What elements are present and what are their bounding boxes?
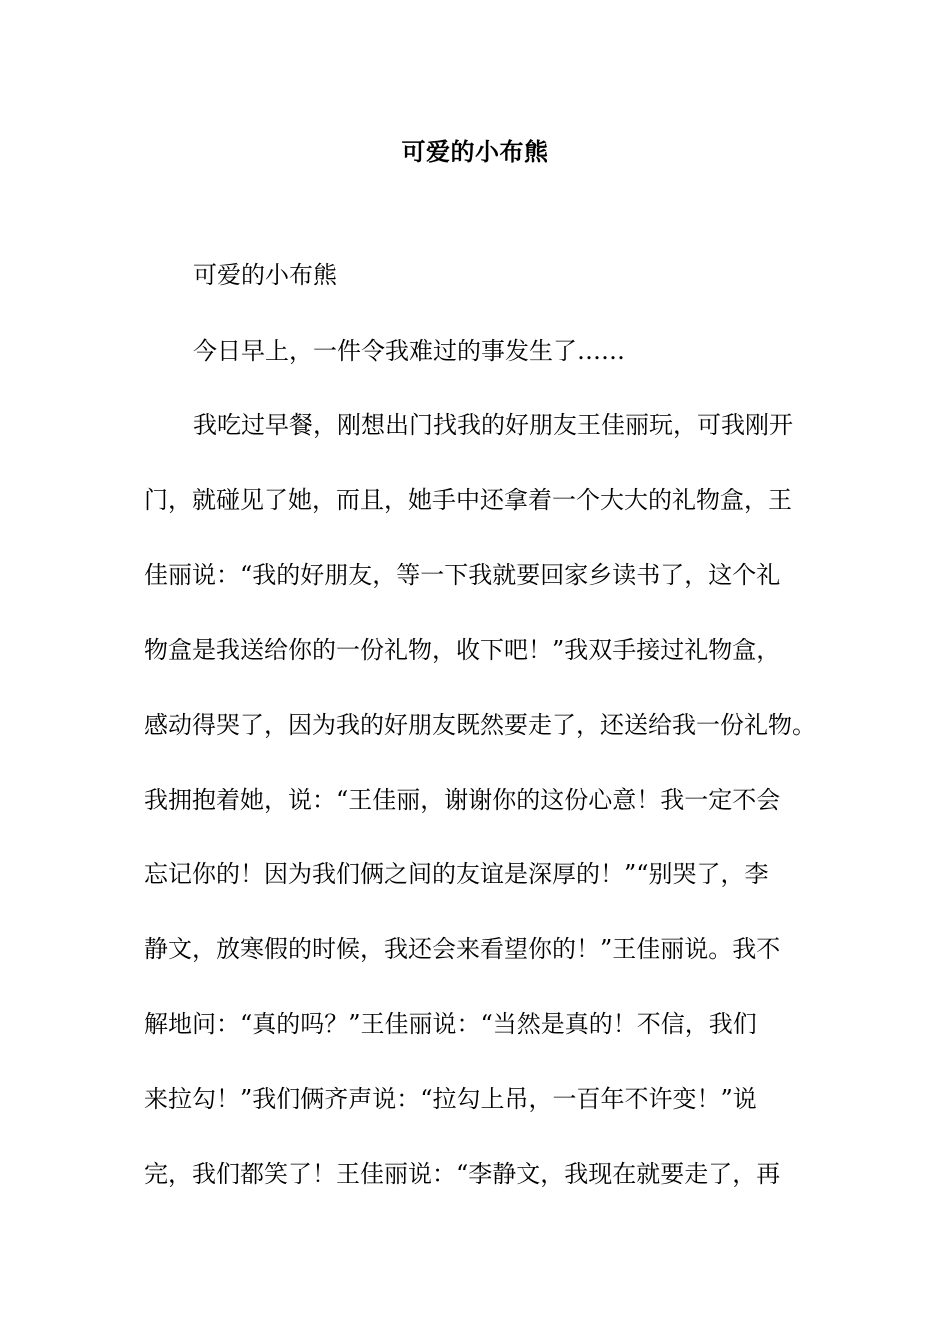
body-line: 物盒是我送给你的一份礼物，收下吧！”我双手接过礼物盒， — [144, 636, 781, 664]
body-line: 门，就碰见了她，而且，她手中还拿着一个大大的礼物盒，王 — [144, 486, 792, 514]
body-line: 来拉勾！”我们俩齐声说：“拉勾上吊，一百年不许变！”说 — [144, 1085, 757, 1113]
body-line: 佳丽说：“我的好朋友，等一下我就要回家乡读书了，这个礼 — [144, 561, 781, 589]
body-line: 忘记你的！因为我们俩之间的友谊是深厚的！”“别哭了，李 — [144, 860, 769, 888]
body-line: 感动得哭了，因为我的好朋友既然要走了，还送给我一份礼物。 — [144, 711, 816, 739]
body-line: 我拥抱着她，说：“王佳丽，谢谢你的这份心意！我一定不会 — [144, 786, 781, 814]
paragraph-opening: 今日早上，一件令我难过的事发生了…… — [193, 337, 625, 365]
body-line: 静文，放寒假的时候，我还会来看望你的！”王佳丽说。我不 — [144, 935, 781, 963]
paragraph-story-start: 我吃过早餐，刚想出门找我的好朋友王佳丽玩，可我刚开 — [193, 411, 793, 439]
document-title: 可爱的小布熊 — [401, 137, 549, 166]
paragraph-subtitle: 可爱的小布熊 — [193, 261, 337, 289]
body-line: 解地问：“真的吗？”王佳丽说：“当然是真的！不信，我们 — [144, 1010, 757, 1038]
body-line: 完，我们都笑了！王佳丽说：“李静文，我现在就要走了，再 — [144, 1160, 781, 1188]
